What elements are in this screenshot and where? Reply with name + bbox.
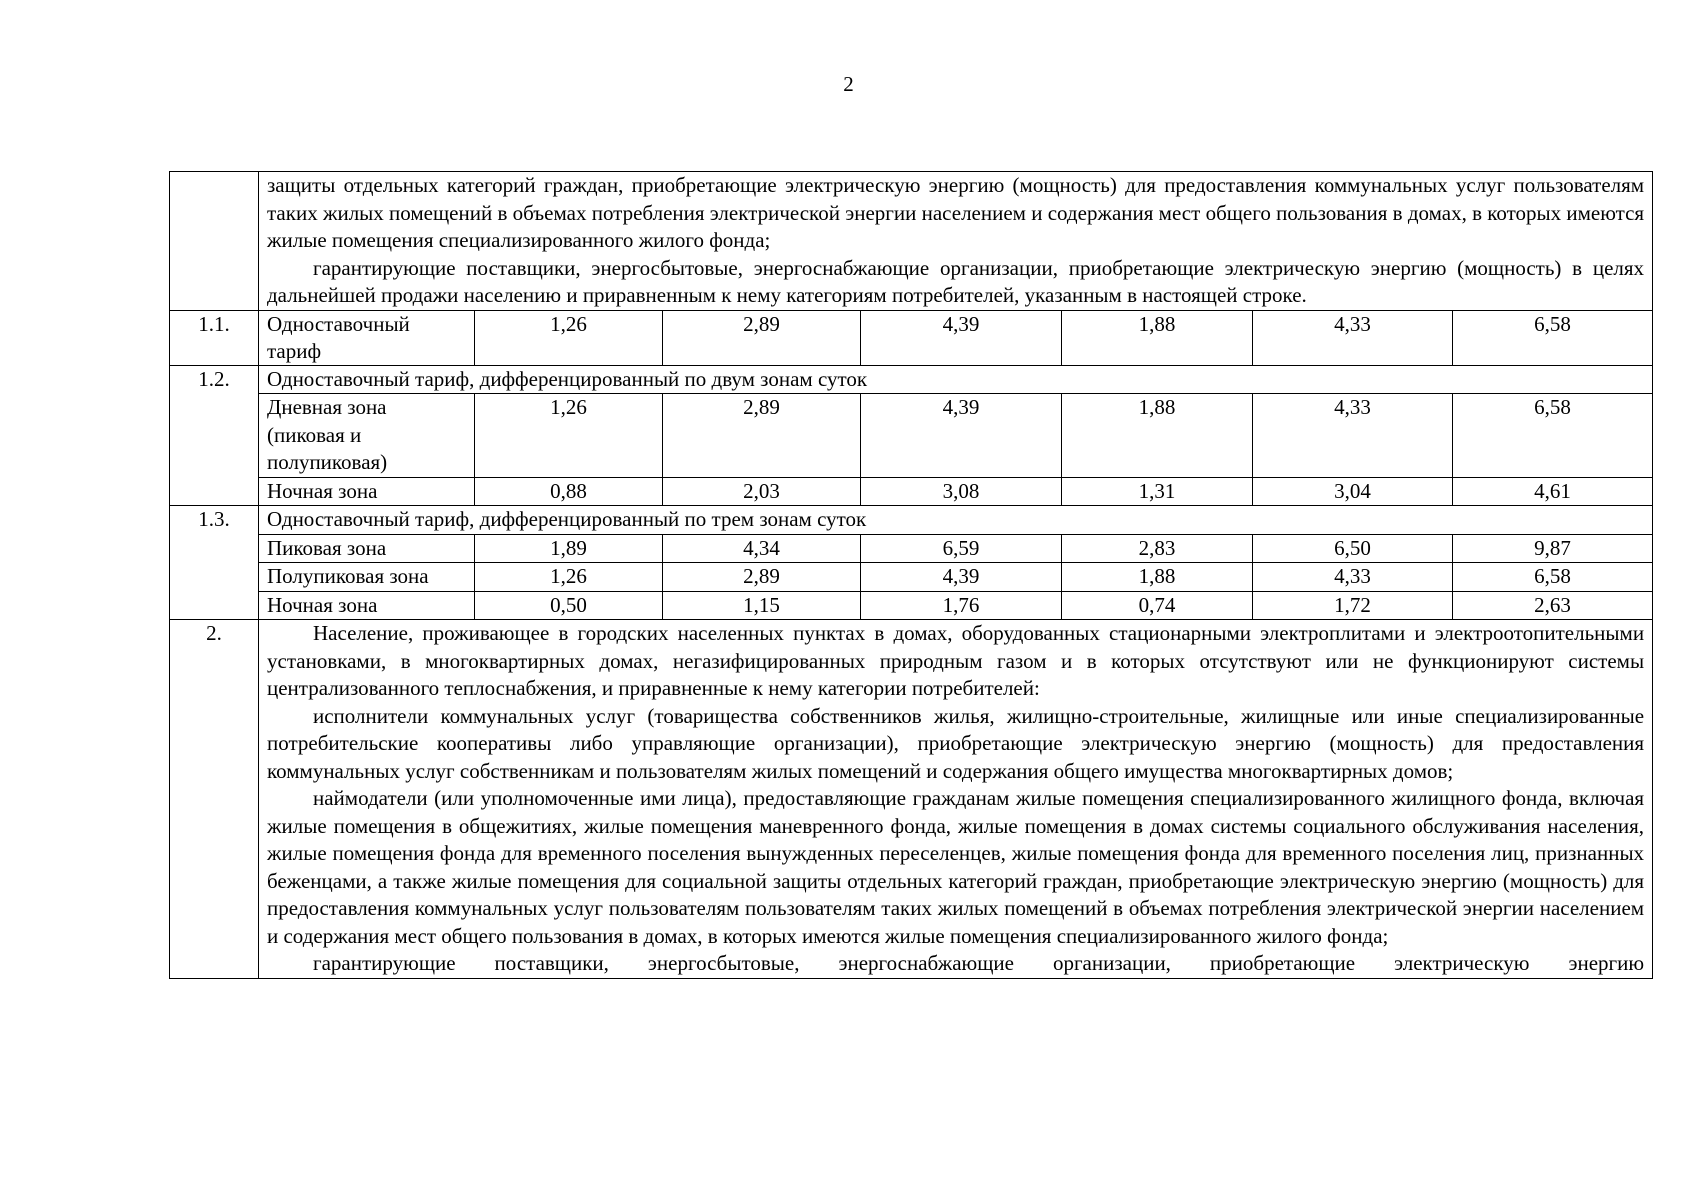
row-1-3-peak-zone <box>170 534 1653 563</box>
zone-label: Ночная зона <box>259 477 475 506</box>
row-1-3-night-zone <box>170 591 1653 620</box>
value-cell: 4,61 <box>1453 477 1653 506</box>
value-cell: 1,15 <box>663 591 861 620</box>
tariff-label: Одноставочный тариф <box>259 310 475 365</box>
row-1-3-heading <box>170 506 1653 535</box>
value-cell: 0,88 <box>475 477 663 506</box>
row-1-2-heading <box>170 365 1653 394</box>
value-cell: 1,76 <box>861 591 1062 620</box>
value-cell: 4,34 <box>663 534 861 563</box>
value-cell: 1,72 <box>1253 591 1453 620</box>
section-heading: Одноставочный тариф, дифференцированный по трем зонам суток <box>259 506 1653 535</box>
value-cell: 2,89 <box>663 563 861 592</box>
value-cell: 6,50 <box>1253 534 1453 563</box>
value-cell: 2,89 <box>663 394 861 478</box>
value-cell: 1,26 <box>475 394 663 478</box>
row-number: 1.3. <box>170 506 259 620</box>
intro-text-cell <box>259 172 1653 311</box>
zone-label: Ночная зона <box>259 591 475 620</box>
page-number: 2 <box>843 72 854 96</box>
value-cell: 2,03 <box>663 477 861 506</box>
row-2 <box>170 620 1653 979</box>
row-2-paragraph: исполнители коммунальных услуг (товарищества собственников жилья, жилищно-строительные, жилищные или иные специализированные потребительские кооперативы либо управляющие организации), приобретающие электрическую энергию (мощность) для предоставления коммунальных услуг собственникам и пользователям жилых помещений и содержания общего имущества многоквартирных домов; <box>267 703 1645 783</box>
value-cell: 2,83 <box>1062 534 1253 563</box>
row-2-paragraph: наймодатели (или уполномоченные ими лица), предоставляющие гражданам жилые помещения специализированного жилищного фонда, включая жилые помещения в общежитиях, жилые помещения маневренного фонда, жилые помещения в домах системы социального обслуживания населения, жилые помещения фонда для временного поселения вынужденных переселенцев, жилые помещения фонда для временного поселения лиц, признанных беженцами, а также жилые помещения для социальной защиты отдельных категорий граждан, приобретающие электрическую энергию (мощность) для предоставления коммунальных услуг пользователям пользователям таких жилых помещений в объемах потребления электрической энергии населением и содержания мест общего пользования в домах, в которых имеются жилые помещения специализированного жилого фонда; <box>267 786 1645 948</box>
value-cell: 6,59 <box>861 534 1062 563</box>
tariff-table <box>169 171 1653 979</box>
row-2-paragraph: гарантирующие поставщики, энергосбытовые, энергоснабжающие организации, приобретающие электрическую энергию <box>313 951 1645 975</box>
row-2-paragraph: Население, проживающее в городских населенных пунктах в домах, оборудованных стационарными электроплитами и электроотопительными установками, в многоквартирных домах, негазифицированных природным газом и в которых отсутствуют или не функционируют системы централизованного теплоснабжения, и приравненные к нему категории потребителей: <box>267 621 1645 700</box>
zone-label: Пиковая зона <box>259 534 475 563</box>
value-cell: 9,87 <box>1453 534 1653 563</box>
value-cell: 4,39 <box>861 394 1062 478</box>
value-cell: 2,63 <box>1453 591 1653 620</box>
value-cell: 3,04 <box>1253 477 1453 506</box>
value-cell: 3,08 <box>861 477 1062 506</box>
intro-row <box>170 172 1653 311</box>
value-cell: 1,31 <box>1062 477 1253 506</box>
intro-paragraph: защиты отдельных категорий граждан, приобретающие электрическую энергию (мощность) для предоставления коммунальных услуг пользователям таких жилых помещений в объемах потребления электрической энергии населением и содержания мест общего пользования в домах, в которых имеются жилые помещения специализированного жилого фонда; <box>267 173 1645 252</box>
value-cell: 6,58 <box>1453 310 1653 365</box>
zone-label: Полупиковая зона <box>259 563 475 592</box>
row-number: 1.2. <box>170 365 259 506</box>
section-heading: Одноставочный тариф, дифференцированный по двум зонам суток <box>259 365 1653 394</box>
value-cell: 4,33 <box>1253 310 1453 365</box>
row-2-text-cell <box>259 620 1653 979</box>
value-cell: 1,26 <box>475 310 663 365</box>
value-cell: 2,89 <box>663 310 861 365</box>
row-1-3-semipeak-zone <box>170 563 1653 592</box>
value-cell: 1,88 <box>1062 563 1253 592</box>
value-cell: 1,88 <box>1062 394 1253 478</box>
row-1-2-day-zone <box>170 394 1653 478</box>
value-cell: 6,58 <box>1453 394 1653 478</box>
value-cell: 1,88 <box>1062 310 1253 365</box>
value-cell: 4,33 <box>1253 394 1453 478</box>
row-number: 1.1. <box>170 310 259 365</box>
zone-label: Дневная зона (пиковая и полупиковая) <box>259 394 475 478</box>
value-cell: 1,89 <box>475 534 663 563</box>
intro-number-cell <box>170 172 259 311</box>
value-cell: 6,58 <box>1453 563 1653 592</box>
value-cell: 0,74 <box>1062 591 1253 620</box>
intro-paragraph: гарантирующие поставщики, энергосбытовые, энергоснабжающие организации, приобретающие электрическую энергию (мощность) в целях дальнейшей продажи населению и приравненным к нему категориям потребителей, указанным в настоящей строке. <box>267 255 1645 307</box>
value-cell: 0,50 <box>475 591 663 620</box>
value-cell: 4,33 <box>1253 563 1453 592</box>
value-cell: 4,39 <box>861 563 1062 592</box>
value-cell: 4,39 <box>861 310 1062 365</box>
value-cell: 1,26 <box>475 563 663 592</box>
row-1-1 <box>170 310 1653 365</box>
row-number: 2. <box>170 620 259 979</box>
row-1-2-night-zone <box>170 477 1653 506</box>
